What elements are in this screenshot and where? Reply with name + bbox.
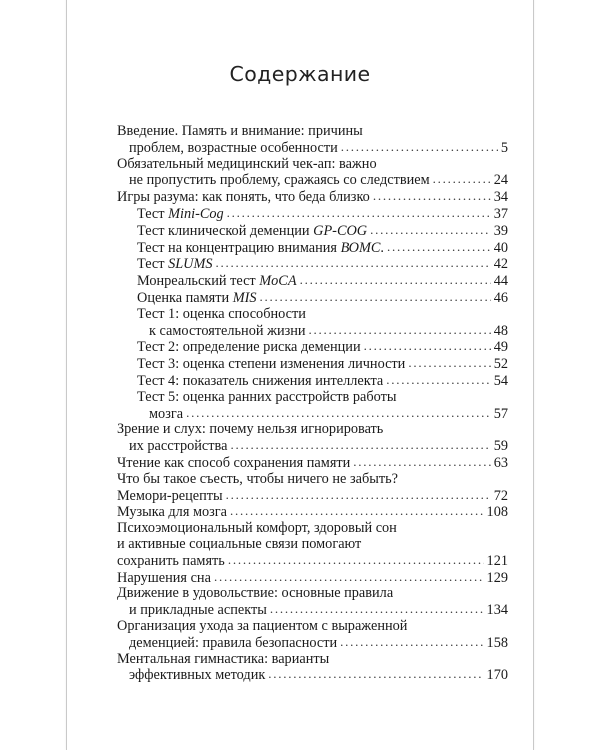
toc-entry xyxy=(117,373,508,390)
toc-entry-text: Тест 2: определение риска деменции xyxy=(137,339,361,356)
test-name: Mini-Cog xyxy=(168,205,224,222)
toc-entry-text: и прикладные аспекты xyxy=(129,602,267,619)
page-number: 40 xyxy=(493,239,508,256)
toc-entry xyxy=(117,504,508,521)
dot-leader xyxy=(373,188,491,204)
toc-entry-text: мозга xyxy=(149,405,184,422)
toc-entry-text: Тест Mini-Cog xyxy=(137,205,224,222)
page-number: 108 xyxy=(486,504,508,521)
dot-leader xyxy=(387,239,491,255)
test-name: SLUMS xyxy=(168,256,213,273)
toc-entry xyxy=(117,206,508,223)
toc-entry xyxy=(117,223,508,240)
toc-entry-text: Оценка памяти MIS xyxy=(137,289,257,306)
page-number: 170 xyxy=(486,667,508,684)
toc-entry-text: Мемори-рецепты xyxy=(117,487,223,504)
toc-entry xyxy=(117,488,508,505)
dot-leader xyxy=(186,405,491,421)
toc-entry-text: Психоэмоциональный комфорт, здоровый сон xyxy=(117,520,397,537)
toc-entry xyxy=(117,240,508,257)
toc-entry xyxy=(117,256,508,273)
dot-leader xyxy=(433,171,491,187)
page-number: 54 xyxy=(493,372,508,389)
table-of-contents xyxy=(117,124,508,684)
toc-entry xyxy=(117,586,508,619)
toc-entry-text: Тест 5: оценка ранних расстройств работы xyxy=(137,388,397,405)
toc-entry-text: Монреальский тест MoCA xyxy=(137,273,297,290)
dot-leader xyxy=(230,503,484,519)
page-number: 57 xyxy=(493,405,508,422)
toc-entry-text: к самостоятельной жизни xyxy=(149,322,306,339)
test-name: GP-COG xyxy=(313,222,368,239)
toc-entry-text: Движение в удовольствие: основные правила xyxy=(117,585,394,602)
dot-leader xyxy=(340,634,483,650)
dot-leader xyxy=(300,272,491,288)
toc-entry xyxy=(117,356,508,373)
toc-entry xyxy=(117,157,508,190)
test-name: MoCA xyxy=(259,273,297,290)
page-number: 42 xyxy=(493,256,508,273)
toc-entry-text: Введение. Память и внимание: причины xyxy=(117,123,363,139)
page-number: 34 xyxy=(493,189,508,206)
dot-leader xyxy=(370,222,491,238)
dot-leader xyxy=(353,454,490,470)
dot-leader xyxy=(226,487,491,503)
dot-leader xyxy=(260,289,491,305)
toc-entry-text: Организация ухода за пациентом с выраженной xyxy=(117,617,408,634)
toc-entry-text: деменцией: правила безопасности xyxy=(129,634,338,651)
toc-entry-text: Тест на концентрацию внимания ВОМС. xyxy=(137,239,384,256)
dot-leader xyxy=(386,372,490,388)
page-number: 39 xyxy=(493,222,508,239)
toc-entry-text: Тест 1: оценка способности xyxy=(137,305,306,322)
dot-leader xyxy=(227,205,491,221)
dot-leader xyxy=(230,437,490,453)
dot-leader xyxy=(228,552,484,568)
toc-entry xyxy=(117,422,508,455)
toc-entry-text: Тест SLUMS xyxy=(137,256,213,273)
toc-entry xyxy=(117,339,508,356)
toc-entry-text: Тест клинической деменции GP-COG xyxy=(137,222,368,239)
dot-leader xyxy=(268,666,483,682)
toc-entry-text: Что бы такое съесть, чтобы ничего не забыть? xyxy=(117,470,398,487)
page-number: 44 xyxy=(493,273,508,290)
toc-entry-text: Музыка для мозга xyxy=(117,504,228,521)
toc-entry-text: Тест 4: показатель снижения интеллекта xyxy=(137,372,384,389)
toc-entry xyxy=(117,307,508,340)
dot-leader xyxy=(214,569,484,585)
page-number: 37 xyxy=(493,205,508,222)
page-number: 5 xyxy=(500,139,508,156)
page-number: 24 xyxy=(493,172,508,189)
page-number: 72 xyxy=(493,487,508,504)
toc-entry xyxy=(117,273,508,290)
toc-entry xyxy=(117,652,508,685)
page-number: 48 xyxy=(493,322,508,339)
page-number: 52 xyxy=(493,356,508,373)
toc-entry-text: Нарушения сна xyxy=(117,569,211,586)
test-name: ВОМС xyxy=(340,239,381,256)
page-number: 121 xyxy=(486,552,508,569)
toc-entry xyxy=(117,619,508,652)
page-number: 63 xyxy=(493,454,508,471)
toc-entry-text: проблем, возрастные особенности xyxy=(129,139,338,156)
toc-entry-text: и активные социальные связи помогают xyxy=(117,535,362,552)
test-name: MIS xyxy=(232,289,257,306)
page-number: 158 xyxy=(486,634,508,651)
page-title: Содержание xyxy=(229,62,371,86)
toc-entry-text: эффективных методик xyxy=(129,667,266,684)
toc-entry-text: сохранить память xyxy=(117,552,225,569)
page-number: 134 xyxy=(486,602,508,619)
book-page xyxy=(66,0,534,750)
toc-entry xyxy=(117,570,508,587)
toc-entry-text: Зрение и слух: почему нельзя игнорировать xyxy=(117,421,384,438)
toc-entry-text: не пропустить проблему, сражаясь со следствием xyxy=(129,172,430,189)
toc-entry-text: Ментальная гимнастика: варианты xyxy=(117,650,330,667)
toc-entry xyxy=(117,390,508,423)
dot-leader xyxy=(364,338,491,354)
toc-entry-text: Тест 3: оценка степени изменения личности xyxy=(137,356,406,373)
toc-entry xyxy=(117,189,508,206)
toc-entry xyxy=(117,521,508,569)
toc-entry xyxy=(117,290,508,307)
dot-leader xyxy=(341,139,498,155)
dot-leader xyxy=(309,322,491,338)
dot-leader xyxy=(408,355,490,371)
dot-leader xyxy=(216,255,491,271)
page-number: 46 xyxy=(493,289,508,306)
toc-entry-text: Обязательный медицинский чек-ап: важно xyxy=(117,155,377,172)
toc-entry-text: Чтение как способ сохранения памяти xyxy=(117,454,351,471)
page-number: 49 xyxy=(493,339,508,356)
toc-entry-text: Игры разума: как понять, что беда близко xyxy=(117,189,370,206)
page-number: 129 xyxy=(486,569,508,586)
dot-leader xyxy=(270,601,484,617)
toc-entry xyxy=(117,124,508,157)
page-number: 59 xyxy=(493,438,508,455)
toc-entry xyxy=(117,455,508,472)
toc-entry-text: их расстройства xyxy=(129,438,228,455)
toc-entry xyxy=(117,472,508,488)
